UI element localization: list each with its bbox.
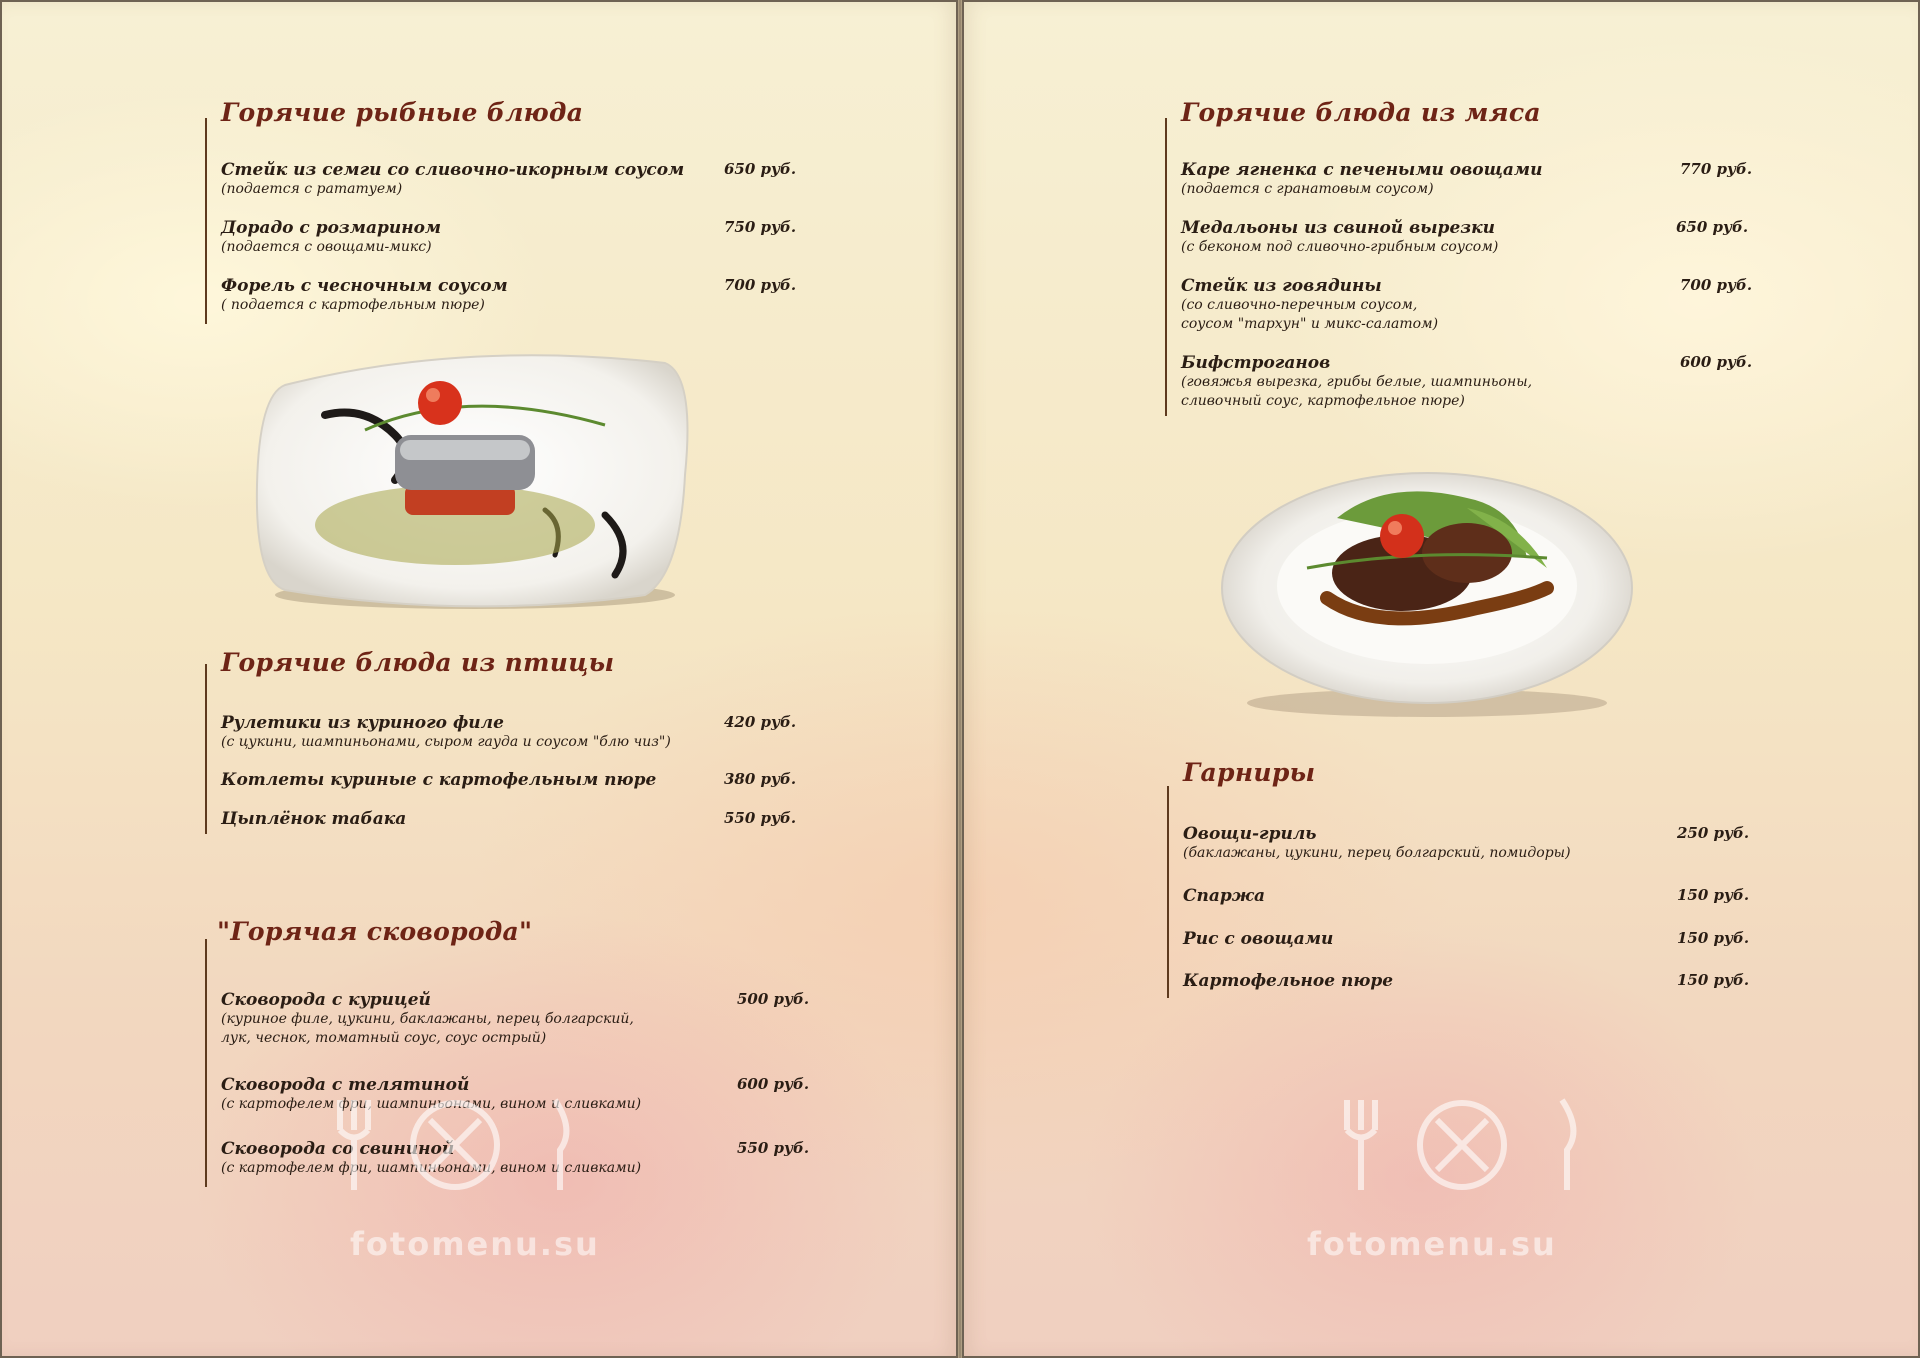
- menu-item: [221, 276, 797, 315]
- item-name: Овощи-гриль: [1183, 824, 1317, 844]
- section-bar: [1165, 118, 1167, 416]
- item-price: 150 руб.: [1677, 929, 1750, 947]
- item-price: 500 руб.: [737, 990, 810, 1008]
- item-price: 700 руб.: [1680, 276, 1753, 294]
- section-bar: [205, 664, 207, 834]
- watermark-text: fotomenu.su: [350, 1225, 600, 1263]
- item-name: Спаржа: [1183, 886, 1266, 906]
- section-title: Горячие блюда из мяса: [1181, 98, 1541, 127]
- menu-item: [221, 160, 797, 199]
- item-price: 650 руб.: [1676, 218, 1749, 236]
- section-bar: [205, 939, 207, 1187]
- section-bar: [1167, 786, 1169, 998]
- item-name: Каре ягненка с печеными овощами: [1181, 160, 1543, 180]
- item-description: (с картофелем фри, шампиньонами, вином и сливками): [221, 1096, 642, 1112]
- item-name: Форель с чесночным соусом: [221, 276, 508, 296]
- item-description: (с цукини, шампиньонами, сыром гауда и соусом "блю чиз"): [221, 734, 671, 750]
- item-price: 770 руб.: [1680, 160, 1753, 178]
- section-title: Горячие рыбные блюда: [221, 98, 584, 127]
- item-name: Сковорода со свининой: [221, 1139, 455, 1159]
- item-name: Котлеты куриные с картофельным пюре: [221, 770, 657, 790]
- item-price: 700 руб.: [724, 276, 797, 294]
- menu-item: [1181, 160, 1751, 199]
- item-description: (с картофелем фри, шампиньонами, вином и сливками): [221, 1160, 642, 1176]
- section-meat: [1165, 98, 1765, 416]
- section-bar: [205, 118, 207, 324]
- item-price: 150 руб.: [1677, 886, 1750, 904]
- section-title: "Горячая сковорода": [217, 917, 533, 946]
- section-title: Гарниры: [1183, 758, 1316, 787]
- item-name: Цыплёнок табака: [221, 809, 407, 829]
- left-page: [0, 0, 958, 1358]
- menu-item: [1181, 353, 1751, 411]
- item-price: 600 руб.: [1680, 353, 1753, 371]
- watermark-logo-icon: [1327, 1090, 1597, 1200]
- watermark-text: fotomenu.su: [1307, 1225, 1557, 1263]
- menu-item: [1181, 276, 1751, 334]
- item-name: Картофельное пюре: [1183, 971, 1394, 991]
- right-page: [962, 0, 1920, 1358]
- item-description: (подается с овощами-микс): [221, 239, 432, 255]
- item-name: Рулетики из куриного филе: [221, 713, 504, 733]
- item-description: (куриное филе, цукини, баклажаны, перец болгарский,: [221, 1011, 634, 1027]
- item-description: (подается с гранатовым соусом): [1181, 181, 1434, 197]
- item-name: Медальоны из свиной вырезки: [1181, 218, 1495, 238]
- menu-item: [221, 990, 810, 1048]
- item-name: Сковорода с телятиной: [221, 1075, 470, 1095]
- fish-dish-photo: [245, 345, 695, 615]
- item-description-line2: лук, чеснок, томатный соус, соус острый): [221, 1030, 547, 1046]
- section-sides: [1167, 758, 1767, 998]
- item-description-line2: сливочный соус, картофельное пюре): [1181, 393, 1465, 409]
- item-description-line2: соусом "тархун" и микс-салатом): [1181, 316, 1439, 332]
- menu-item: [221, 713, 797, 752]
- menu-item: [1183, 929, 1753, 949]
- item-name: Дорадо с розмарином: [221, 218, 442, 238]
- watermark-logo-icon: [320, 1090, 590, 1200]
- item-price: 250 руб.: [1677, 824, 1750, 842]
- item-price: 550 руб.: [724, 809, 797, 827]
- item-name: Бифстроганов: [1181, 353, 1331, 373]
- item-description: (баклажаны, цукини, перец болгарский, помидоры): [1183, 845, 1571, 861]
- item-price: 380 руб.: [724, 770, 797, 788]
- item-price: 420 руб.: [724, 713, 797, 731]
- item-description: (говяжья вырезка, грибы белые, шампиньоны,: [1181, 374, 1533, 390]
- item-description: ( подается с картофельным пюре): [221, 297, 485, 313]
- menu-item: [1181, 218, 1751, 257]
- menu-item: [1183, 886, 1753, 906]
- menu-item: [221, 809, 797, 829]
- section-poultry: [205, 648, 805, 834]
- section-title: Горячие блюда из птицы: [221, 648, 615, 677]
- meat-dish-photo: [1217, 458, 1637, 720]
- item-name: Стейк из семги со сливочно-икорным соусом: [221, 160, 685, 180]
- item-description: (с беконом под сливочно-грибным соусом): [1181, 239, 1499, 255]
- item-name: Сковорода с курицей: [221, 990, 431, 1010]
- menu-item: [1183, 824, 1753, 863]
- item-price: 650 руб.: [724, 160, 797, 178]
- menu-item: [221, 770, 797, 790]
- item-price: 550 руб.: [737, 1139, 810, 1157]
- section-fish: [205, 98, 805, 324]
- item-name: Рис с овощами: [1183, 929, 1334, 949]
- menu-item: [221, 218, 797, 257]
- item-price: 750 руб.: [724, 218, 797, 236]
- item-price: 600 руб.: [737, 1075, 810, 1093]
- item-price: 150 руб.: [1677, 971, 1750, 989]
- item-description: (подается с рататуем): [221, 181, 403, 197]
- menu-item: [1183, 971, 1753, 991]
- item-name: Стейк из говядины: [1181, 276, 1382, 296]
- item-description: (со сливочно-перечным соусом,: [1181, 297, 1418, 313]
